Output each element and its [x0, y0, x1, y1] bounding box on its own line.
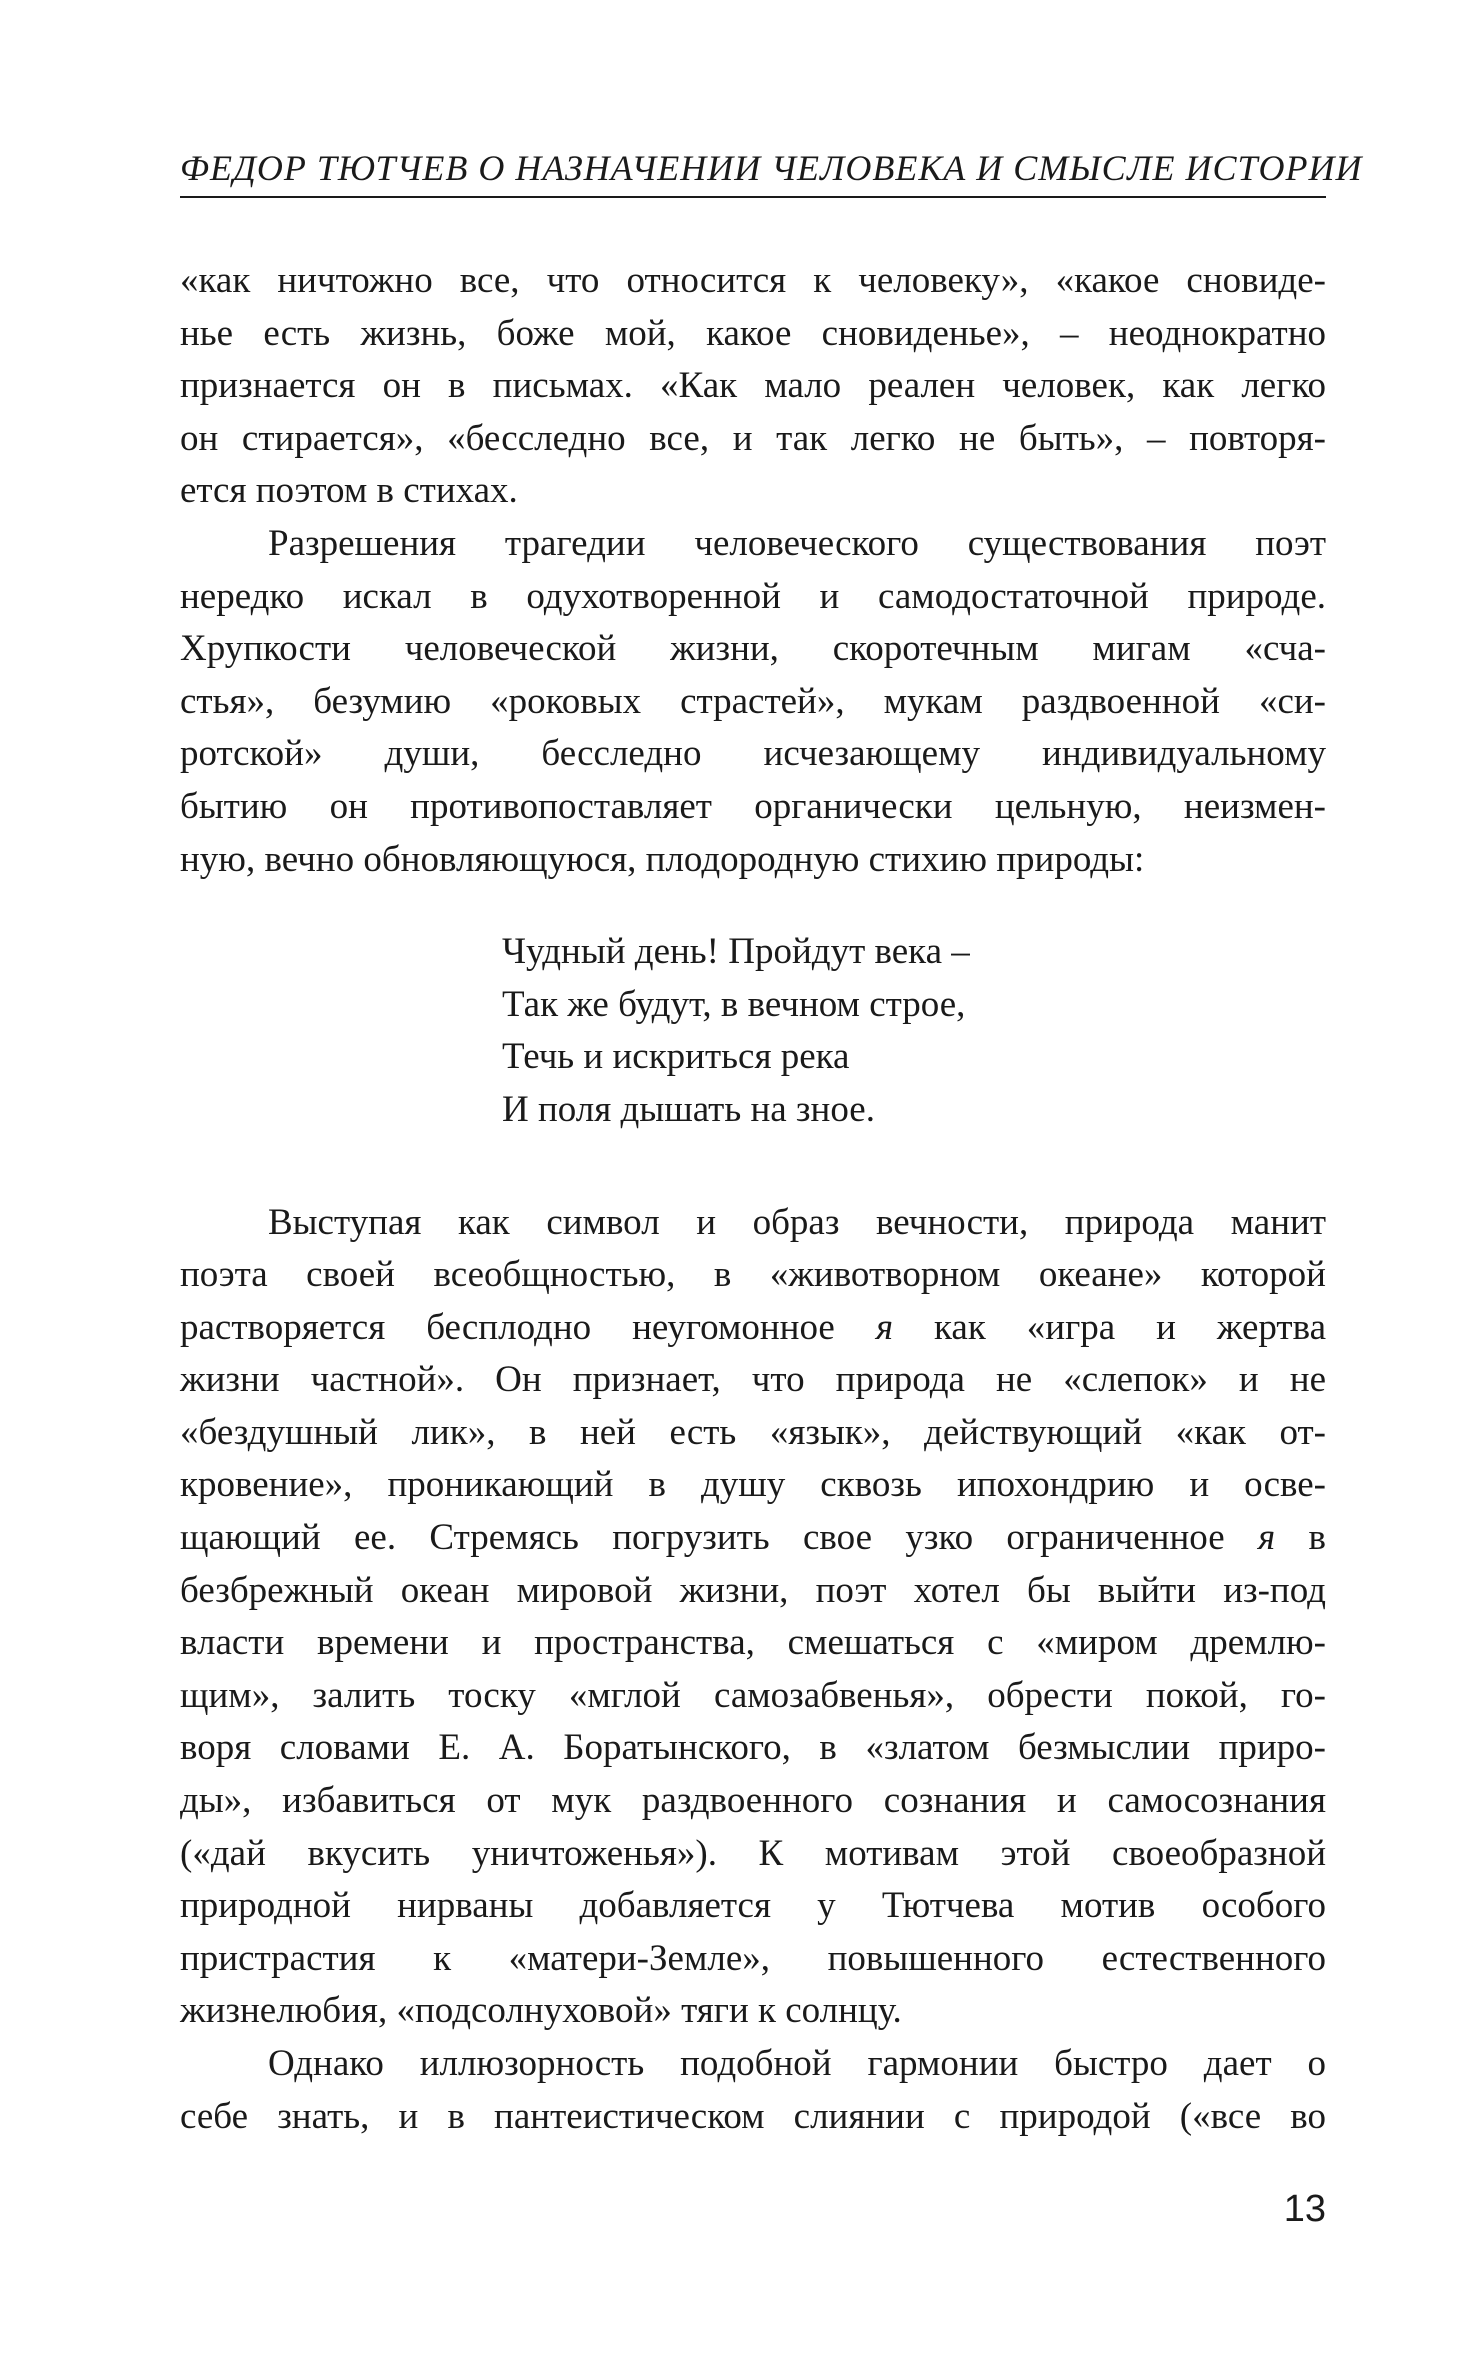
text-run: как «игра и жертва — [893, 1306, 1326, 1348]
text-line: («дай вкусить уничтоженья»). К мотивам этой своеобразной — [180, 1832, 1326, 1874]
text-line: безбрежный океан мировой жизни, поэт хотел бы выйти из-под — [180, 1569, 1326, 1611]
text-line: Разрешения трагедии человеческого существования поэт — [268, 522, 1326, 564]
text-line: нередко искал в одухотворенной и самодостаточной природе. — [180, 575, 1326, 617]
italic-ya: я — [1257, 1517, 1276, 1559]
text-line: щим», залить тоску «мглой самозабвенья», обрести покой, го- — [180, 1674, 1326, 1716]
text-body — [180, 255, 1326, 2143]
text-line: жизнелюбия, «подсолнуховой» тяги к солнцу. — [180, 1990, 902, 2032]
text-line: кровение», проникающий в душу сквозь ипохондрию и осве- — [180, 1464, 1326, 1506]
text-line: природной нирваны добавляется у Тютчева мотив особого — [180, 1885, 1326, 1927]
header-rule — [180, 196, 1326, 198]
text-line: признается он в письмах. «Как мало реален человек, как легко — [180, 365, 1326, 407]
text-line: власти времени и пространства, смешаться с «миром дремлю- — [180, 1622, 1326, 1664]
verse-line: Так же будут, в вечном строе, — [502, 983, 966, 1025]
paragraph-4 — [180, 2038, 1326, 2143]
text-run: в — [1275, 1517, 1326, 1559]
text-line: «бездушный лик», в ней есть «язык», действующий «как от- — [180, 1411, 1326, 1453]
text-run: растворяется бесплодно неугомонное — [180, 1306, 876, 1348]
verse-line: Течь и искриться река — [502, 1036, 850, 1078]
page-number: 13 — [1283, 2188, 1326, 2230]
text-line: нье есть жизнь, боже мой, какое сновиденье», – неоднократно — [180, 312, 1326, 354]
text-line: ется поэтом в стихах. — [180, 470, 518, 512]
paragraph-1 — [180, 255, 1326, 518]
text-run: щающий ее. Стремясь погрузить свое узко ограниченное — [180, 1517, 1258, 1559]
text-line: «как ничтожно все, что относится к человеку», «какое сновиде- — [180, 260, 1326, 301]
poem-quote — [502, 926, 1326, 1136]
text-line: Хрупкости человеческой жизни, скоротечным мигам «сча- — [180, 628, 1326, 670]
text-line: Выступая как символ и образ вечности, природа манит — [268, 1201, 1326, 1243]
text-line: пристрастия к «матери-Земле», повышенного естественного — [180, 1937, 1326, 1979]
verse-line: Чудный день! Пройдут века – — [502, 931, 970, 973]
text-line: он стирается», «бесследно все, и так легко не быть», – повторя- — [180, 417, 1326, 459]
verse-line: И поля дышать на зное. — [502, 1088, 875, 1130]
text-line: ную, вечно обновляющуюся, плодородную стихию природы: — [180, 838, 1145, 880]
text-line: поэта своей всеобщностью, в «животворном океане» которой — [180, 1254, 1326, 1296]
text-line: бытию он противопоставляет органически цельную, неизмен- — [180, 785, 1326, 827]
text-line: себе знать, и в пантеистическом слиянии с природой («все во — [180, 2095, 1326, 2137]
italic-ya: я — [875, 1306, 894, 1348]
text-line: ды», избавиться от мук раздвоенного сознания и самосознания — [180, 1780, 1326, 1822]
text-line: жизни частной». Он признает, что природа не «слепок» и не — [180, 1359, 1326, 1401]
running-head: ФЕДОР ТЮТЧЕВ О НАЗНАЧЕНИИ ЧЕЛОВЕКА И СМЫСЛЕ ИСТОРИИ — [180, 148, 1363, 188]
text-line: стья», безумию «роковых страстей», мукам раздвоенной «си- — [180, 680, 1326, 722]
paragraph-3 — [180, 1197, 1326, 2039]
text-line: ротской» души, бесследно исчезающему индивидуальному — [180, 733, 1326, 775]
text-line: Однако иллюзорность подобной гармонии быстро дает о — [268, 2043, 1326, 2084]
text-line: воря словами Е. А. Боратынского, в «златом безмыслии приро- — [180, 1727, 1326, 1769]
text-line — [180, 1302, 1326, 1355]
text-line — [180, 1512, 1326, 1565]
paragraph-2 — [180, 518, 1326, 886]
